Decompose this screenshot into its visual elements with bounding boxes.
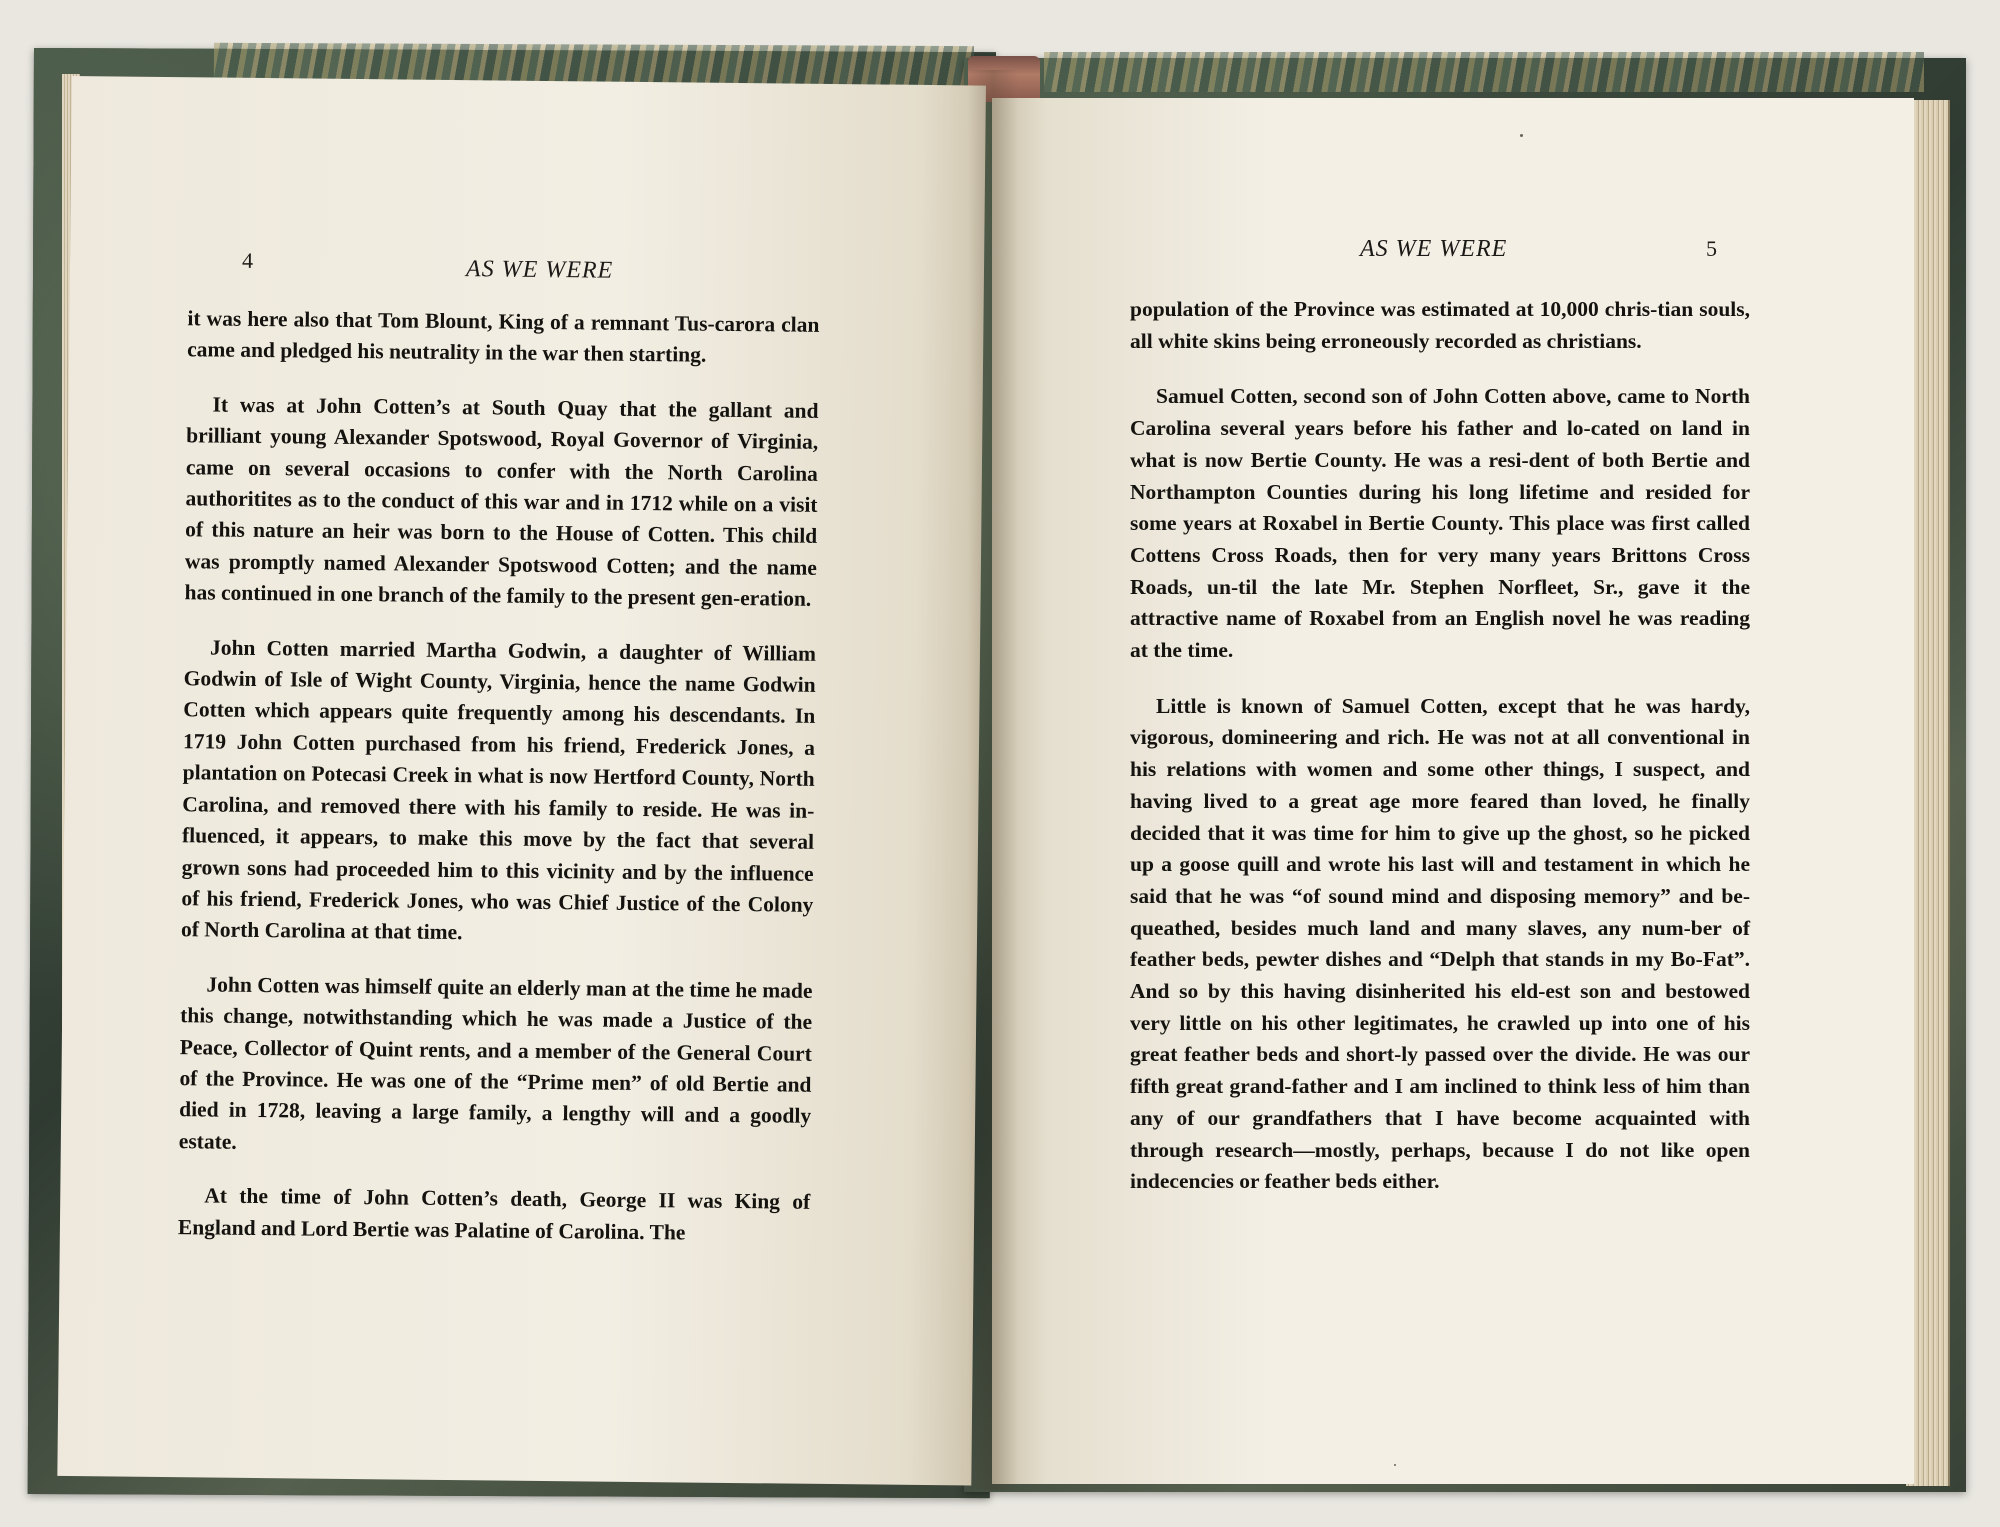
marbled-board-strip — [1044, 52, 1924, 92]
paper-speck — [1394, 1464, 1396, 1466]
paragraph: It was at John Cotten’s at South Quay that the gallant and brilliant young Alexander Spotswood, Royal Governor of Virginia, came on several occasions to confer with the North Carolina authoritites as to the conduct of this war and in 1712 while on a visit of this nature an heir was born to the House of Cotten. This child was promptly named Alexander Spotswood Cotten; and the name has continued in one branch of the family to the present gen-eration. — [184, 392, 819, 612]
paragraph: population of the Province was estimated at 10,000 chris-tian souls, all white skins being erroneously recorded as christians. — [1130, 297, 1750, 353]
book-gutter — [968, 70, 1018, 1490]
paragraph: John Cotten married Martha Godwin, a daughter of William Godwin of Isle of Wight County, Virginia, hence the name Godwin Cotten which appears quite frequently among his descendants. In 1719 John Cotten purchased from his friend, Frederick Jones, a plantation on Potecasi Creek in what is now Hertford County, North Carolina, and removed there with his family to reside. He was in-fluenced, it appears, to make this move by the fact that several grown sons had proceeded him to this vicinity and by the influence of his friend, Frederick Jones, who was Chief Justice of the Colony of North Carolina at that time. — [180, 635, 817, 945]
paragraph: John Cotten was himself quite an elderly man at the time he made this change, notwithstanding which he was made a Justice of the Peace, Collector of Quint rents, and a member of the General Court of the Province. He was one of the “Prime men” of old Bertie and died in 1728, leaving a large family, a lengthy will and a goodly estate. — [178, 972, 813, 1154]
running-head-left: AS WE WERE — [465, 256, 614, 284]
right-page — [992, 98, 1914, 1484]
running-head-right: AS WE WERE — [1360, 236, 1508, 262]
paragraph: it was here also that Tom Blount, King of a remnant Tus-carora clan came and pledged his neutrality in the war then starting. — [187, 306, 820, 368]
paragraph: At the time of John Cotten’s death, George II was King of England and Lord Bertie was Palatine of Carolina. The — [177, 1183, 811, 1245]
page-number-right: 5 — [1706, 236, 1717, 261]
page-number-left: 4 — [241, 247, 254, 273]
left-page — [57, 76, 986, 1485]
paragraph: Samuel Cotten, second son of John Cotten above, came to North Carolina several years before his father and lo-cated on land in what is now Bertie County. He was a resi-dent of both Bertie and Northampton Counties during his long lifetime and resided for some years at Roxabel in Bertie County. This place was first called Cottens Cross Roads, then for very many years Brittons Cross Roads, un-til the late Mr. Stephen Norfleet, Sr., gave it the attractive name of Roxabel from an English novel he was reading at the time. — [1130, 384, 1750, 663]
paragraph: Little is known of Samuel Cotten, except that he was hardy, vigorous, domineering and rich. He was not at all conventional in his relations with women and some other things, I suspect, and having lived to a great age more feared than loved, he finally decided that it was time for him to give up the ghost, so he picked up a goose quill and wrote his last will and testament in which he said that he was “of sound mind and disposing memory” and be-queathed, besides much land and many slaves, any num-ber of feather beds, pewter dishes and “Delph that stands in my Bo-Fat”. And so by this having disinherited his eld-est son and bestowed very little on his other legitimates, he crawled up into one of his great feather beds and short-ly passed over the divide. He was our fifth great grand-father and I am inclined to think less of him than any of our grandfathers that I have become acquainted with through research—mostly, perhaps, because I do not like open indecencies or feather beds either. — [1130, 693, 1750, 1194]
body-text-right — [1130, 294, 1750, 1222]
body-text-left — [178, 303, 820, 1273]
paper-speck — [1520, 134, 1523, 137]
